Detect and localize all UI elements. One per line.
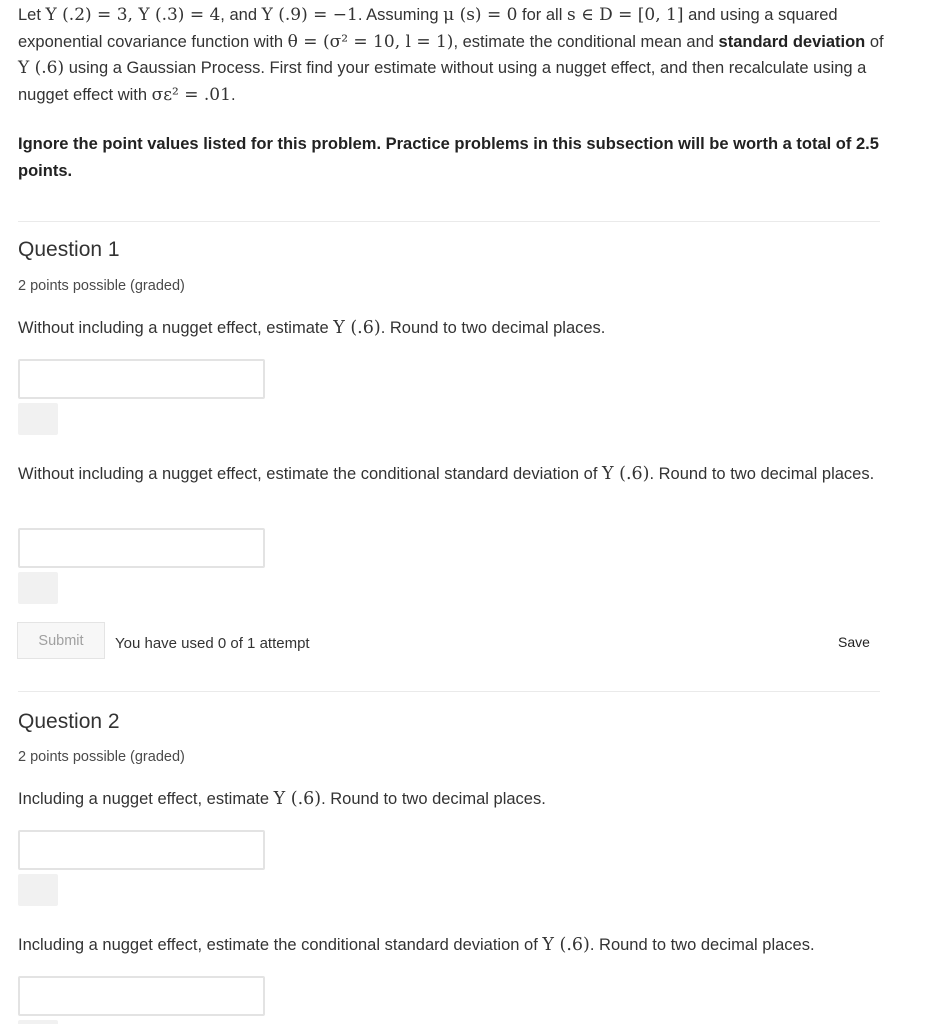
answer-status-indicator [18,1020,58,1024]
answer-status-indicator [18,572,58,604]
question-2-part-1-prompt [18,787,898,811]
math-target: Y (.6) [273,789,322,809]
problem-text: Let [18,6,46,24]
question-1-part-2-input[interactable] [18,528,265,568]
prompt-text: . Round to two decimal places. [380,319,606,337]
problem-statement [18,2,890,108]
math-observation-3: Y (.9) = −1 [261,5,358,25]
math-theta: θ = (σ² = 10, l = 1) [287,31,454,52]
attempts-counter: You have used 0 of 1 attempt [115,635,310,652]
question-2-points: 2 points possible (graded) [18,749,185,765]
section-divider [18,221,880,222]
prompt-text: Including a nugget effect, estimate [18,790,274,808]
submit-button[interactable]: Submit [17,622,105,659]
math-target: Y (.6) [333,318,381,338]
question-2-part-2-prompt [18,933,898,957]
question-1-part-2-prompt [18,462,898,486]
prompt-text: . Round to two decimal places. [649,465,875,483]
problem-text: and using a squared exponential covariance function with [18,6,838,51]
math-target: Y (.6) [542,935,590,955]
question-2-part-2-input[interactable] [18,976,265,1016]
section-divider [18,691,880,692]
question-1-part-1-input[interactable] [18,359,265,399]
math-nugget: σε² = .01 [151,84,231,105]
problem-text: using a Gaussian Process. First find your estimate without using a nugget effect, and then recalculate using a nugget effect with [18,59,867,104]
problem-text: , and [220,6,262,24]
math-target: Y (.6) [18,58,65,78]
prompt-text: Including a nugget effect, estimate the conditional standard deviation of [18,936,543,954]
prompt-text: . Round to two decimal places. [321,790,546,808]
problem-bold-text: standard deviation [718,32,866,51]
prompt-text: Without including a nugget effect, estimate [18,319,334,337]
answer-status-indicator [18,403,58,435]
question-2-part-1-input[interactable] [18,830,265,870]
save-button[interactable]: Save [838,634,870,650]
question-1-points: 2 points possible (graded) [18,278,185,294]
question-1-part-1-prompt [18,316,898,340]
problem-text: for all [517,6,567,24]
grading-note: Ignore the point values listed for this problem. Practice problems in this subsection will be worth a total of 2.5 points. [18,135,879,180]
math-observations: Y (.2) = 3, Y (.3) = 4 [45,5,221,25]
question-1-title: Question 1 [18,238,120,261]
problem-text: . Assuming [357,6,444,24]
answer-status-indicator [18,874,58,906]
problem-text: , estimate the conditional mean and [453,32,719,51]
problem-text: of [865,32,884,51]
prompt-text: . Round to two decimal places. [589,936,815,954]
question-2-title: Question 2 [18,710,120,733]
prompt-text: Without including a nugget effect, estimate the conditional standard deviation of [18,465,602,483]
problem-text: . [230,85,236,104]
math-domain: s ∈ D = [0, 1] [566,5,684,25]
math-target: Y (.6) [602,464,650,484]
math-mean-function: μ (s) = 0 [443,5,518,25]
